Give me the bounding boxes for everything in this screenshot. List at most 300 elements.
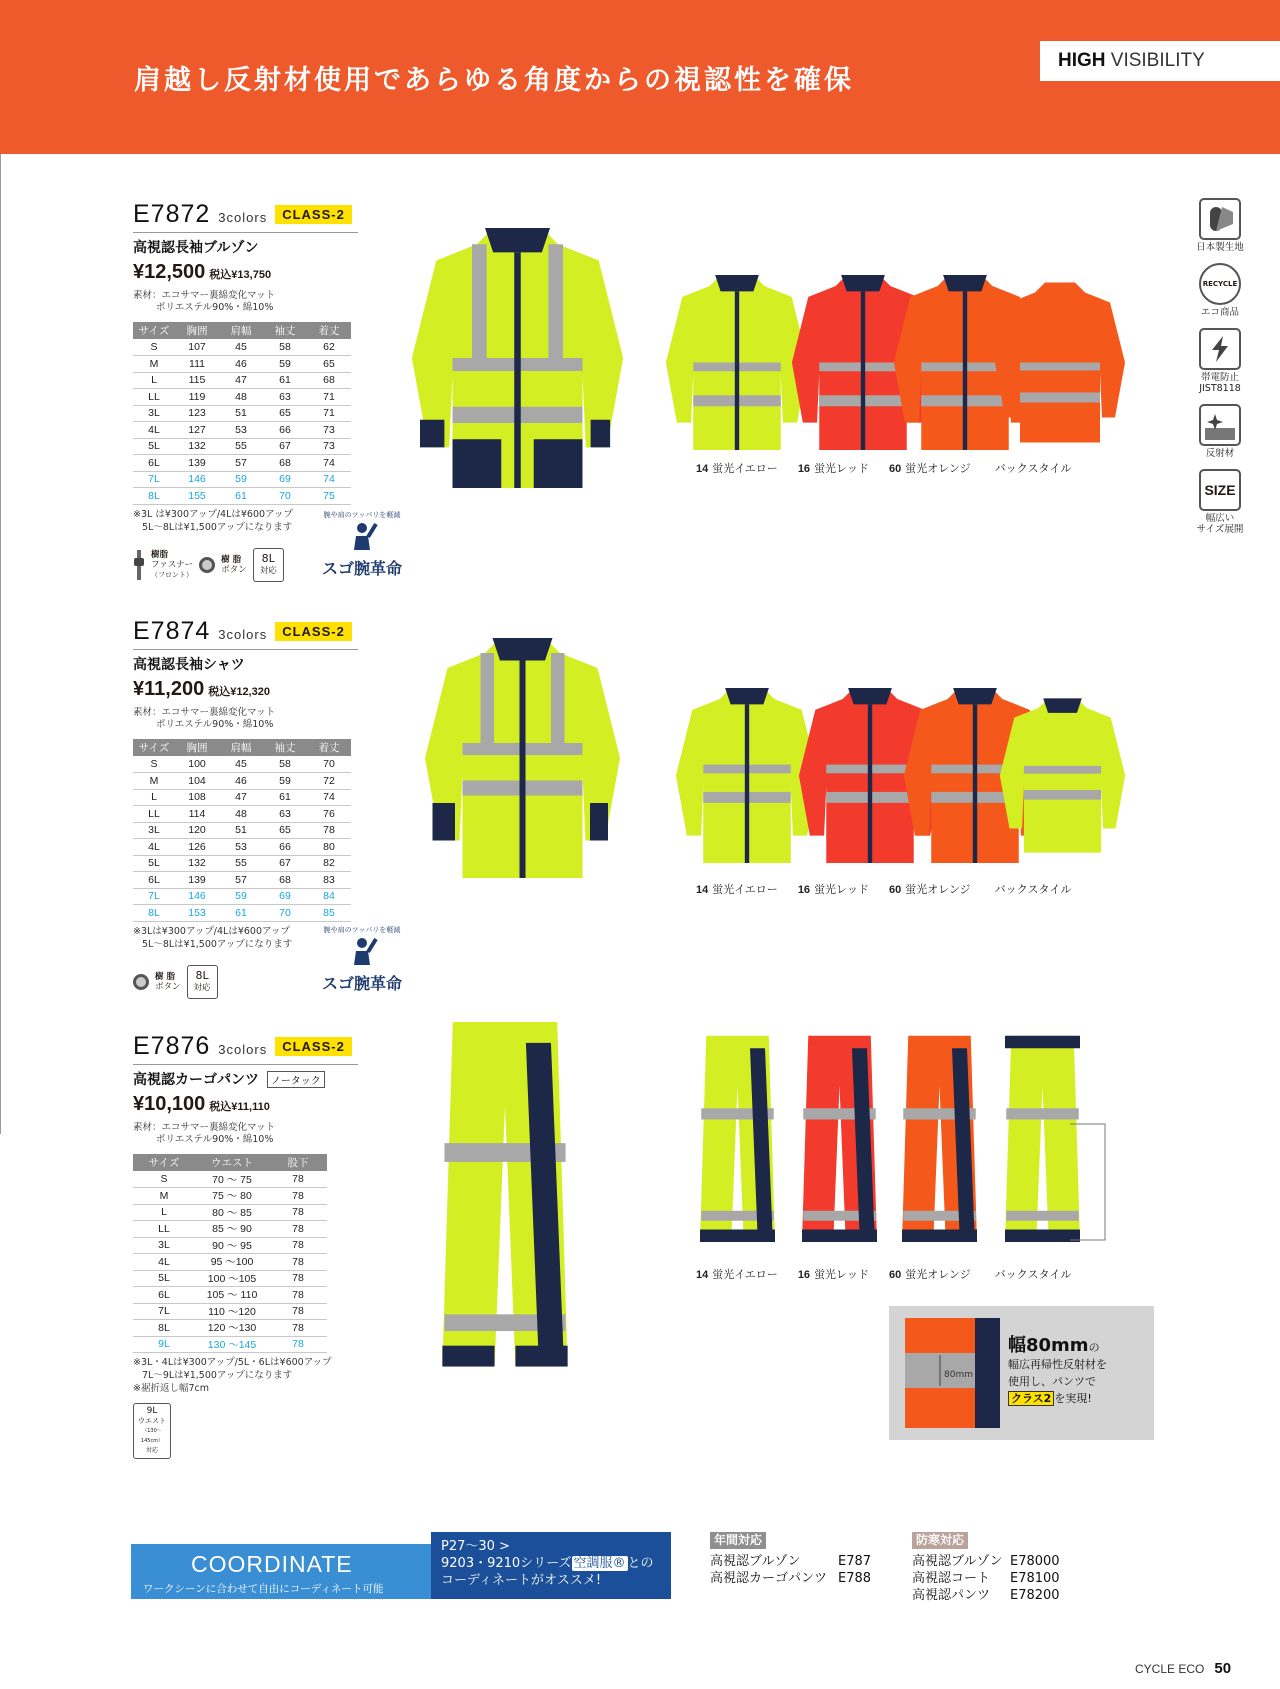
table-cell: 155 xyxy=(175,488,219,505)
side-icon-label-1: 帯電防止 xyxy=(1200,372,1239,383)
table-cell: 48 xyxy=(219,389,263,406)
callout-big-suffix: の xyxy=(1088,1341,1100,1354)
category-tag-bold: HIGH xyxy=(1058,50,1106,71)
coordinate-right[interactable] xyxy=(431,1532,671,1599)
table-row xyxy=(133,905,351,922)
table-cell: 9L xyxy=(133,1336,195,1353)
table-row xyxy=(133,389,351,406)
table-cell: 132 xyxy=(175,438,219,455)
table-cell: 57 xyxy=(219,455,263,472)
table-cell: 114 xyxy=(175,806,219,823)
waist-badge-sub: ウエスト xyxy=(138,1417,166,1425)
table-row xyxy=(133,1188,327,1205)
color-label: 蛍光レッド xyxy=(814,883,869,896)
table-cell: 67 xyxy=(263,855,307,872)
table-cell: 90 〜 95 xyxy=(195,1237,269,1254)
table-row xyxy=(133,855,351,872)
color-caption xyxy=(991,881,1072,897)
made-in-japan-fabric-icon xyxy=(1205,204,1235,234)
related-item-name: 高視認パンツ xyxy=(912,1588,991,1603)
table-cell: 3L xyxy=(133,1237,195,1254)
table-cell: 78 xyxy=(269,1171,327,1188)
table-cell: 8L xyxy=(133,488,175,505)
color-caption xyxy=(798,881,869,897)
button-label-main: 樹 脂 xyxy=(155,971,175,982)
table-cell: 78 xyxy=(269,1270,327,1287)
table-row xyxy=(133,1303,327,1320)
list-item xyxy=(710,1570,871,1587)
table-cell: 80 xyxy=(307,839,351,856)
table-cell: 78 xyxy=(269,1204,327,1221)
color-label: 蛍光レッド xyxy=(814,462,869,475)
table-cell: 4L xyxy=(133,1254,195,1271)
table-cell: 61 xyxy=(263,789,307,806)
table-cell: 3L xyxy=(133,405,175,422)
color-number: 14 xyxy=(696,884,709,896)
table-cell: 127 xyxy=(175,422,219,439)
callout-line-3: 使用し、パンツで xyxy=(1008,1375,1096,1388)
table-cell: 75 〜 80 xyxy=(195,1188,269,1205)
side-icon-size xyxy=(1190,469,1250,535)
table-cell: 4L xyxy=(133,839,175,856)
product-name: 高視認長袖シャツ xyxy=(133,657,245,673)
color-captions xyxy=(696,460,1071,476)
main-jacket-image xyxy=(395,228,640,488)
class-badge: CLASS-2 xyxy=(275,622,352,641)
coordinate-title: COORDINATE xyxy=(191,1551,353,1577)
table-cell: 107 xyxy=(175,339,219,356)
color-label: バックスタイル xyxy=(994,462,1072,475)
table-cell: M xyxy=(133,1188,195,1205)
size-badge-value: 8L xyxy=(195,968,209,982)
side-icon-column xyxy=(1190,198,1250,545)
table-cell: 45 xyxy=(219,756,263,773)
table-cell: 75 xyxy=(307,488,351,505)
product-price xyxy=(133,261,358,284)
size-table-header: 袖丈 xyxy=(263,739,307,756)
table-cell: 100 〜105 xyxy=(195,1270,269,1287)
button-icon xyxy=(199,557,215,573)
price-value: ¥10,100 xyxy=(133,1093,206,1115)
recycle-icon: RECYCLE xyxy=(1202,280,1238,288)
size-badge-value: 8L xyxy=(261,551,275,565)
color-label: バックスタイル xyxy=(994,1268,1072,1281)
table-row xyxy=(133,1336,327,1353)
color-label: バックスタイル xyxy=(994,883,1072,896)
measure-label: 80mm xyxy=(944,1370,973,1380)
color-number: 60 xyxy=(888,884,902,896)
size-table-header: 着丈 xyxy=(307,322,351,339)
sugo-arc-text: 腕や肩のツッパリを軽減 xyxy=(323,511,401,519)
table-row xyxy=(133,1237,327,1254)
related-item-code: E788 xyxy=(838,1571,872,1586)
product-e7876 xyxy=(133,1032,358,1459)
table-cell: 8L xyxy=(133,1320,195,1337)
coordinate-series-suffix: との xyxy=(627,1556,654,1571)
table-cell: 47 xyxy=(219,372,263,389)
related-item-name: 高視認カーゴパンツ xyxy=(710,1571,828,1586)
list-item xyxy=(912,1553,1060,1570)
button-label xyxy=(155,972,181,992)
table-cell: 85 xyxy=(307,905,351,922)
table-cell: 51 xyxy=(219,822,263,839)
color-label: 蛍光レッド xyxy=(814,1268,869,1281)
table-cell: 78 xyxy=(269,1188,327,1205)
zipper-label-sub: ファスナー xyxy=(151,559,194,570)
sugo-arm-badge xyxy=(322,510,402,579)
related-item-code: E78000 xyxy=(1010,1554,1060,1569)
table-cell: 72 xyxy=(307,773,351,790)
related-item-name: 高視認ブルゾン xyxy=(710,1554,801,1569)
table-cell: 73 xyxy=(307,438,351,455)
size-table-header: 袖丈 xyxy=(263,322,307,339)
divider xyxy=(133,1064,358,1065)
table-cell: 78 xyxy=(307,822,351,839)
color-caption xyxy=(991,460,1072,476)
left-margin-line xyxy=(0,154,1,1134)
color-number: 16 xyxy=(797,1269,811,1281)
material-line-2: ポリエステル90%・綿10% xyxy=(156,1134,274,1145)
table-cell: S xyxy=(133,1171,195,1188)
table-cell: 47 xyxy=(219,789,263,806)
table-row xyxy=(133,1204,327,1221)
table-cell: 68 xyxy=(263,455,307,472)
table-row xyxy=(133,422,351,439)
related-winter xyxy=(912,1532,1060,1604)
table-cell: 6L xyxy=(133,1287,195,1304)
color-number: 16 xyxy=(797,463,811,475)
table-cell: M xyxy=(133,356,175,373)
related-heading: 防寒対応 xyxy=(912,1532,968,1549)
class-badge: CLASS-2 xyxy=(275,205,352,224)
product-name-text: 高視認カーゴパンツ xyxy=(133,1072,259,1088)
side-icon-label-1: 幅広い xyxy=(1205,513,1235,524)
header-banner xyxy=(0,0,1280,154)
table-cell: 110 〜120 xyxy=(195,1303,269,1320)
table-cell: M xyxy=(133,773,175,790)
table-cell: L xyxy=(133,1204,195,1221)
table-cell: 108 xyxy=(175,789,219,806)
table-cell: 119 xyxy=(175,389,219,406)
pants-red-image xyxy=(802,1022,877,1262)
price-value: ¥11,200 xyxy=(133,678,205,700)
table-cell: 74 xyxy=(307,471,351,488)
material xyxy=(133,290,358,314)
table-cell: LL xyxy=(133,806,175,823)
table-cell: 78 xyxy=(269,1303,327,1320)
material xyxy=(133,1122,358,1146)
table-cell: 61 xyxy=(219,905,263,922)
size-table-header: 着丈 xyxy=(307,739,351,756)
table-cell: 5L xyxy=(133,438,175,455)
table-row xyxy=(133,888,351,905)
material-line-1: 素材：エコサマー裏綿変化マット xyxy=(133,707,276,718)
size-table xyxy=(133,322,351,505)
table-cell: 59 xyxy=(219,888,263,905)
related-year-round xyxy=(710,1532,871,1587)
kucho-label: 空調服® xyxy=(573,1556,626,1571)
table-cell: 46 xyxy=(219,356,263,373)
button-label-main: 樹 脂 xyxy=(221,554,242,565)
color-label: 蛍光オレンジ xyxy=(905,462,971,475)
table-cell: 78 xyxy=(269,1254,327,1271)
table-cell: 53 xyxy=(219,422,263,439)
table-row xyxy=(133,438,351,455)
table-cell: 85 〜 90 xyxy=(195,1221,269,1238)
size-table-header: 肩幅 xyxy=(219,322,263,339)
coordinate-series xyxy=(441,1555,661,1572)
table-cell: 53 xyxy=(219,839,263,856)
size-table-header: 胸囲 xyxy=(175,322,219,339)
table-cell: 120 xyxy=(175,822,219,839)
list-item xyxy=(912,1570,1060,1587)
table-cell: 55 xyxy=(219,438,263,455)
detail-leader-line xyxy=(1070,1122,1110,1242)
main-shirt-image xyxy=(405,638,640,878)
table-cell: 58 xyxy=(263,756,307,773)
waist-badge-value: 9L xyxy=(146,1406,158,1416)
table-cell: 66 xyxy=(263,422,307,439)
footer-brand: CYCLE ECO xyxy=(1135,1662,1205,1676)
color-caption xyxy=(798,1266,869,1282)
table-cell: 5L xyxy=(133,855,175,872)
product-code: E7876 xyxy=(133,1032,211,1060)
note-line-2: 5L〜8Lは¥1,500アップになります xyxy=(142,521,293,533)
table-cell: 8L xyxy=(133,905,175,922)
antistatic-icon xyxy=(1208,336,1232,362)
sugo-arc-text: 腕や肩のツッパリを軽減 xyxy=(323,926,401,934)
table-cell: 63 xyxy=(263,389,307,406)
table-cell: 63 xyxy=(263,806,307,823)
related-item-name: 高視認ブルゾン xyxy=(912,1554,1003,1569)
table-row xyxy=(133,1270,327,1287)
waist-badge-sub2: 対応 xyxy=(145,1447,158,1454)
table-cell: 65 xyxy=(263,405,307,422)
table-cell: 70 〜 75 xyxy=(195,1171,269,1188)
table-cell: 84 xyxy=(307,888,351,905)
reflective-icon xyxy=(1205,410,1235,440)
table-cell: 126 xyxy=(175,839,219,856)
table-row xyxy=(133,1221,327,1238)
price-tax: 税込¥13,750 xyxy=(209,269,272,281)
table-cell: 80 〜 85 xyxy=(195,1204,269,1221)
table-row xyxy=(133,773,351,790)
related-item-code: E787 xyxy=(838,1554,872,1569)
divider xyxy=(133,649,358,650)
table-cell: 69 xyxy=(263,471,307,488)
shirt-back-image xyxy=(995,688,1130,863)
callout-line-4: を実現! xyxy=(1054,1392,1092,1405)
price-value: ¥12,500 xyxy=(133,261,206,283)
category-tag-rest: VISIBILITY xyxy=(1110,50,1205,71)
pants-orange-image xyxy=(902,1022,977,1262)
coordinate-line-3: コーディネートがオススメ! xyxy=(441,1573,602,1588)
table-cell: 57 xyxy=(219,872,263,889)
table-cell: 78 xyxy=(269,1221,327,1238)
coordinate-banner xyxy=(131,1532,671,1599)
table-cell: 58 xyxy=(263,339,307,356)
table-cell: 83 xyxy=(307,872,351,889)
product-code: E7874 xyxy=(133,617,211,645)
table-cell: 65 xyxy=(307,356,351,373)
table-row xyxy=(133,1171,327,1188)
material-line-1: 素材：エコサマー裏綿変化マット xyxy=(133,1122,276,1133)
table-cell: 69 xyxy=(263,888,307,905)
size-badge-sub: 対応 xyxy=(259,565,277,576)
table-cell: LL xyxy=(133,389,175,406)
table-row xyxy=(133,339,351,356)
table-row xyxy=(133,822,351,839)
table-cell: 78 xyxy=(269,1320,327,1337)
table-row xyxy=(133,789,351,806)
table-cell: 139 xyxy=(175,872,219,889)
size-table xyxy=(133,739,351,922)
table-cell: 76 xyxy=(307,806,351,823)
table-cell: 6L xyxy=(133,872,175,889)
table-row xyxy=(133,1320,327,1337)
size-table xyxy=(133,1154,327,1353)
side-icon-fabric xyxy=(1190,198,1250,253)
table-cell: 130 〜145 xyxy=(195,1336,269,1353)
category-tag xyxy=(1040,41,1280,81)
color-label: 蛍光イエロー xyxy=(712,883,778,896)
color-label: 蛍光オレンジ xyxy=(905,1268,971,1281)
size-note xyxy=(133,1356,358,1395)
table-cell: 104 xyxy=(175,773,219,790)
material xyxy=(133,707,358,731)
table-cell: LL xyxy=(133,1221,195,1238)
side-icon-label xyxy=(1190,372,1250,394)
material-line-1: 素材：エコサマー裏綿変化マット xyxy=(133,290,276,301)
product-code: E7872 xyxy=(133,200,211,228)
main-pants-image xyxy=(440,1022,570,1377)
table-cell: 132 xyxy=(175,855,219,872)
color-caption xyxy=(798,460,869,476)
color-label: 蛍光オレンジ xyxy=(905,883,971,896)
table-cell: 95 〜100 xyxy=(195,1254,269,1271)
table-cell: 153 xyxy=(175,905,219,922)
zipper-label-front: （フロント） xyxy=(151,570,193,579)
waist-badge-range: （130〜145cm） xyxy=(140,1428,164,1444)
reflector-callout xyxy=(889,1306,1154,1440)
table-cell: 46 xyxy=(219,773,263,790)
table-cell: 48 xyxy=(219,806,263,823)
table-row xyxy=(133,405,351,422)
product-name: 高視認長袖ブルゾン xyxy=(133,240,259,256)
table-row xyxy=(133,806,351,823)
table-row xyxy=(133,756,351,773)
button-icon xyxy=(133,974,149,990)
table-cell: 59 xyxy=(219,471,263,488)
coordinate-subtitle: ワークシーンに合わせて自由にコーディネート可能 xyxy=(143,1583,384,1595)
material-line-2: ポリエステル90%・綿10% xyxy=(156,302,274,313)
table-cell: 65 xyxy=(263,822,307,839)
callout-line-2: 幅広再帰性反射材を xyxy=(1008,1358,1107,1371)
color-caption xyxy=(889,460,971,476)
class-badge: CLASS-2 xyxy=(275,1037,352,1056)
worker-icon xyxy=(342,520,382,550)
table-cell: 7L xyxy=(133,888,175,905)
product-price xyxy=(133,678,358,701)
table-row xyxy=(133,839,351,856)
table-cell: 7L xyxy=(133,471,175,488)
list-item xyxy=(912,1587,1060,1604)
price-tax: 税込¥11,110 xyxy=(209,1101,270,1113)
color-count: 3colors xyxy=(218,627,268,642)
zipper-icon xyxy=(133,550,145,580)
side-icon-recycle xyxy=(1190,263,1250,318)
color-number: 14 xyxy=(696,463,709,475)
table-row xyxy=(133,356,351,373)
jacket-back-image xyxy=(990,275,1130,450)
material-line-2: ポリエステル90%・綿10% xyxy=(156,719,274,730)
size-icon: SIZE xyxy=(1204,482,1236,498)
sugo-arm-badge xyxy=(322,925,402,994)
table-cell: 67 xyxy=(263,438,307,455)
note-line-1: ※3L・4Lは¥300アップ/5L・6Lは¥600アップ xyxy=(133,1357,332,1368)
table-cell: 45 xyxy=(219,339,263,356)
color-label: 蛍光イエロー xyxy=(712,1268,778,1281)
note-line-3: ※裾折返し幅7cm xyxy=(133,1383,209,1394)
table-cell: 115 xyxy=(175,372,219,389)
table-cell: 73 xyxy=(307,422,351,439)
color-number: 60 xyxy=(888,1269,902,1281)
table-cell: 66 xyxy=(263,839,307,856)
color-captions xyxy=(696,881,1071,897)
sugo-arm-text: スゴ腕革命 xyxy=(322,974,403,993)
color-caption xyxy=(991,1266,1072,1282)
table-cell: S xyxy=(133,339,175,356)
table-cell: 70 xyxy=(263,905,307,922)
size-badge-sub: 対応 xyxy=(193,982,211,993)
color-count: 3colors xyxy=(218,210,268,225)
side-icon-label: 反射材 xyxy=(1205,448,1235,459)
color-captions xyxy=(696,1266,1071,1282)
table-cell: 146 xyxy=(175,888,219,905)
table-row xyxy=(133,488,351,505)
table-cell: 61 xyxy=(263,372,307,389)
table-row xyxy=(133,1254,327,1271)
table-row xyxy=(133,372,351,389)
color-caption xyxy=(696,1266,778,1282)
related-heading: 年間対応 xyxy=(710,1532,766,1549)
table-cell: 51 xyxy=(219,405,263,422)
color-number: 16 xyxy=(797,884,811,896)
button-label-sub: ボタン xyxy=(155,981,181,992)
side-icon-label: エコ商品 xyxy=(1200,307,1239,318)
table-row xyxy=(133,471,351,488)
table-cell: 74 xyxy=(307,455,351,472)
side-icon-label xyxy=(1190,513,1250,535)
related-item-code: E78100 xyxy=(1010,1571,1060,1586)
note-line-1: ※3L は¥300アップ/4Lは¥600アップ xyxy=(133,508,293,520)
table-cell: 61 xyxy=(219,488,263,505)
product-name xyxy=(133,1069,358,1089)
table-cell: 100 xyxy=(175,756,219,773)
table-cell: 111 xyxy=(175,356,219,373)
table-cell: 74 xyxy=(307,789,351,806)
note-line-2: 7L〜9Lは¥1,500アップになります xyxy=(142,1370,293,1381)
no-tuck-label: ノータック xyxy=(267,1071,325,1088)
table-cell: 5L xyxy=(133,1270,195,1287)
related-item-name: 高視認コート xyxy=(912,1571,991,1586)
product-price xyxy=(133,1093,358,1116)
page-number: 50 xyxy=(1214,1660,1232,1677)
size-table-header: サイズ xyxy=(133,322,175,339)
worker-icon xyxy=(342,935,382,965)
side-icon-label-2: サイズ展開 xyxy=(1196,524,1244,535)
size-table-header: 股下 xyxy=(269,1154,327,1171)
